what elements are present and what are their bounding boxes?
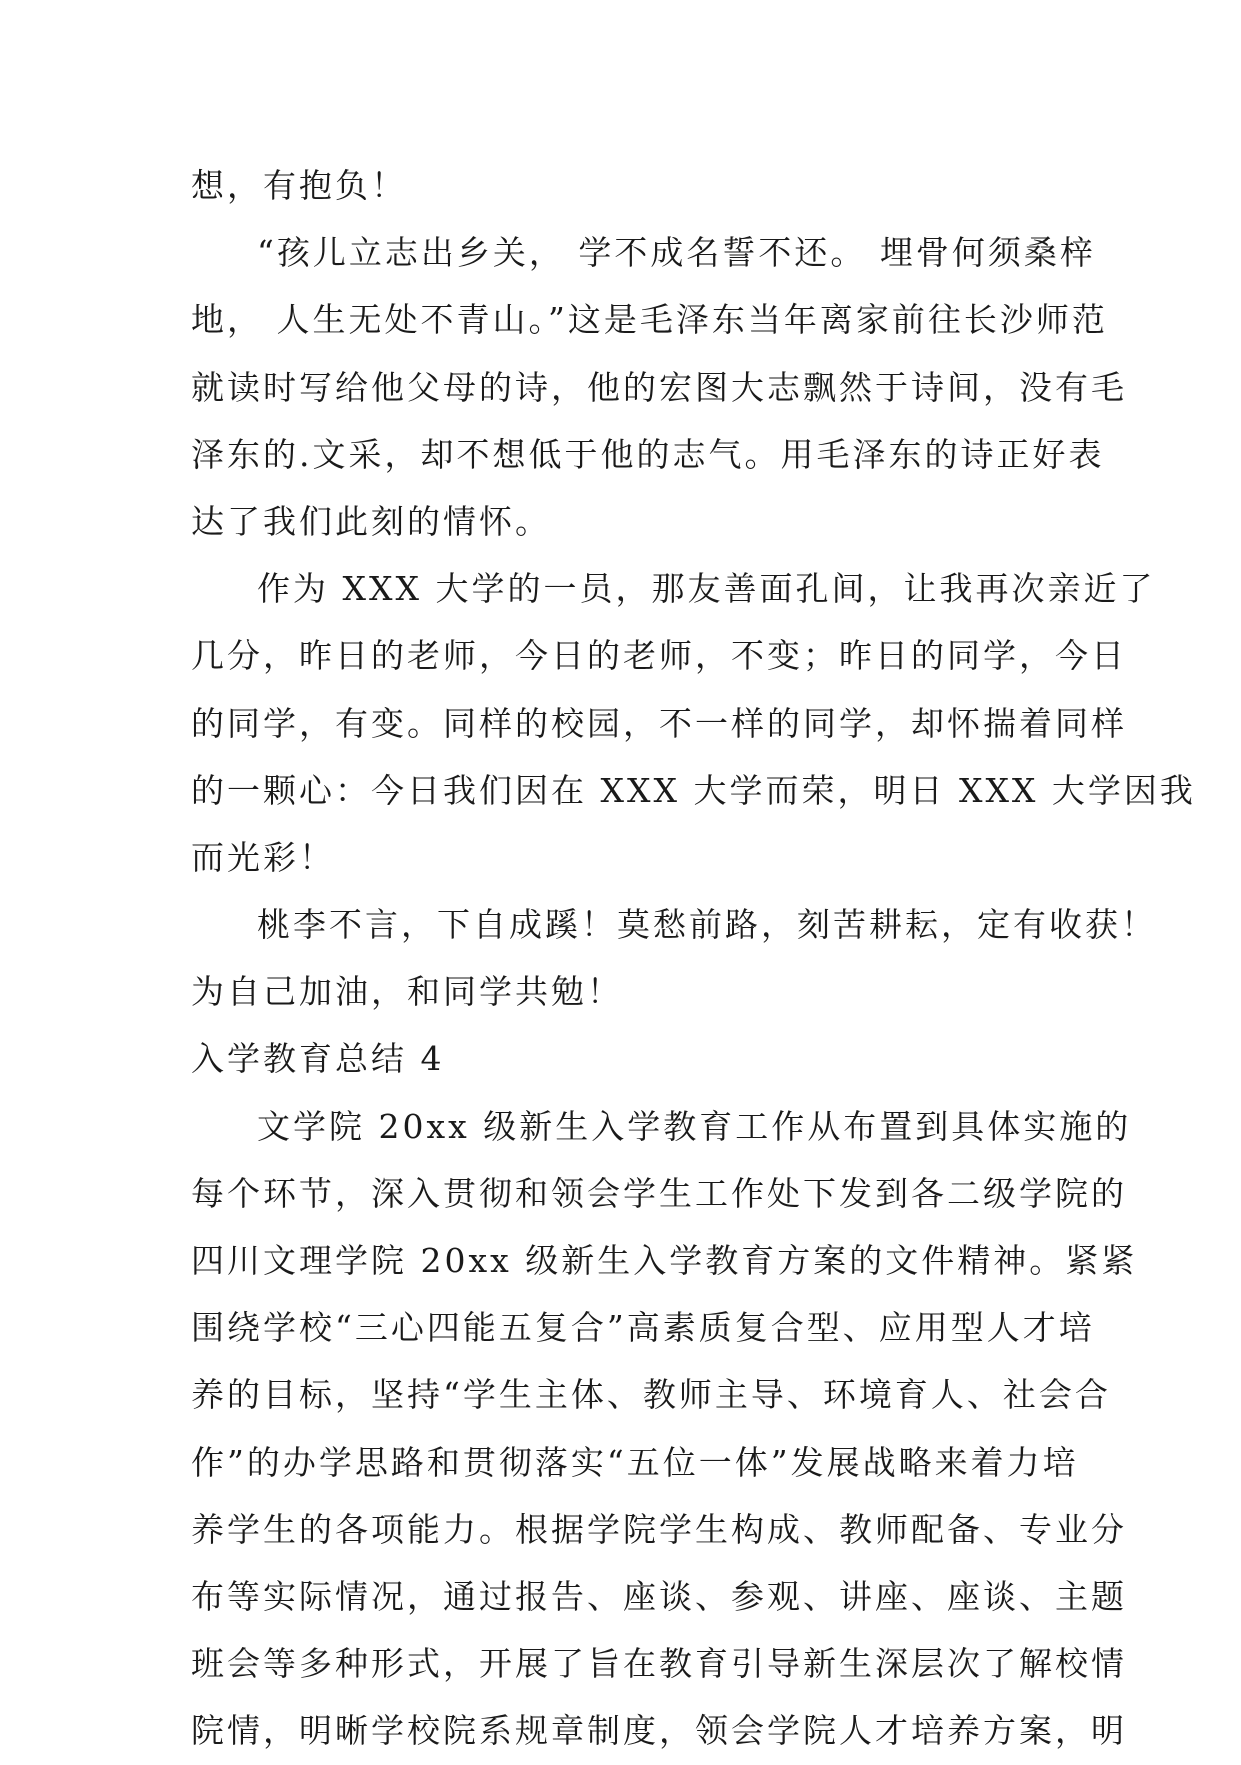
text-line: 养的目标，坚持“学生主体、教师主导、环境育人、社会合 — [191, 1375, 1111, 1415]
text-line: 就读时写给他父母的诗，他的宏图大志飘然于诗间，没有毛 — [191, 367, 1127, 407]
document-body — [191, 152, 1196, 1765]
section-heading: 入学教育总结 4 — [191, 1039, 445, 1079]
text-line: 围绕学校“三心四能五复合”高素质复合型、应用型人才培 — [191, 1308, 1095, 1348]
text-line: 作为 XXX 大学的一员，那友善面孔间，让我再次亲近了 — [257, 569, 1156, 609]
text-line: 泽东的.文采，却不想低于他的志气。用毛泽东的诗正好表 — [191, 434, 1105, 474]
text-line: 而光彩！ — [191, 837, 335, 877]
text-line: 的一颗心：今日我们因在 XXX 大学而荣，明日 XXX 大学因我 — [191, 770, 1196, 810]
text-line: 养学生的各项能力。根据学院学生构成、教师配备、专业分 — [191, 1509, 1127, 1549]
text-line: 班会等多种形式，开展了旨在教育引导新生深层次了解校情 — [191, 1644, 1127, 1684]
text-line: 地， 人生无处不青山。”这是毛泽东当年离家前往长沙师范 — [191, 300, 1108, 340]
text-line: 的同学，有变。同样的校园，不一样的同学，却怀揣着同样 — [191, 703, 1127, 743]
text-line: 作”的办学思路和贯彻落实“五位一体”发展战略来着力培 — [191, 1442, 1079, 1482]
text-line: 为自己加油，和同学共勉！ — [191, 972, 623, 1012]
text-line: 想，有抱负！ — [191, 166, 407, 205]
text-line: “孩儿立志出乡关， 学不成名誓不还。 埋骨何须桑梓 — [257, 233, 1096, 273]
text-line: 四川文理学院 20xx 级新生入学教育方案的文件精神。紧紧 — [191, 1241, 1138, 1280]
text-line: 文学院 20xx 级新生入学教育工作从布置到具体实施的 — [257, 1106, 1132, 1146]
text-line: 达了我们此刻的情怀。 — [191, 501, 551, 541]
text-line: 布等实际情况，通过报告、座谈、参观、讲座、座谈、主题 — [191, 1576, 1127, 1616]
text-line: 桃李不言，下自成蹊！莫愁前路，刻苦耕耘，定有收获！ — [257, 905, 1157, 945]
text-line: 院情，明晰学校院系规章制度，领会学院人才培养方案，明 — [191, 1711, 1127, 1751]
text-line: 每个环节，深入贯彻和领会学生工作处下发到各二级学院的 — [191, 1173, 1127, 1213]
text-line: 几分，昨日的老师，今日的老师，不变；昨日的同学，今日 — [191, 636, 1127, 676]
